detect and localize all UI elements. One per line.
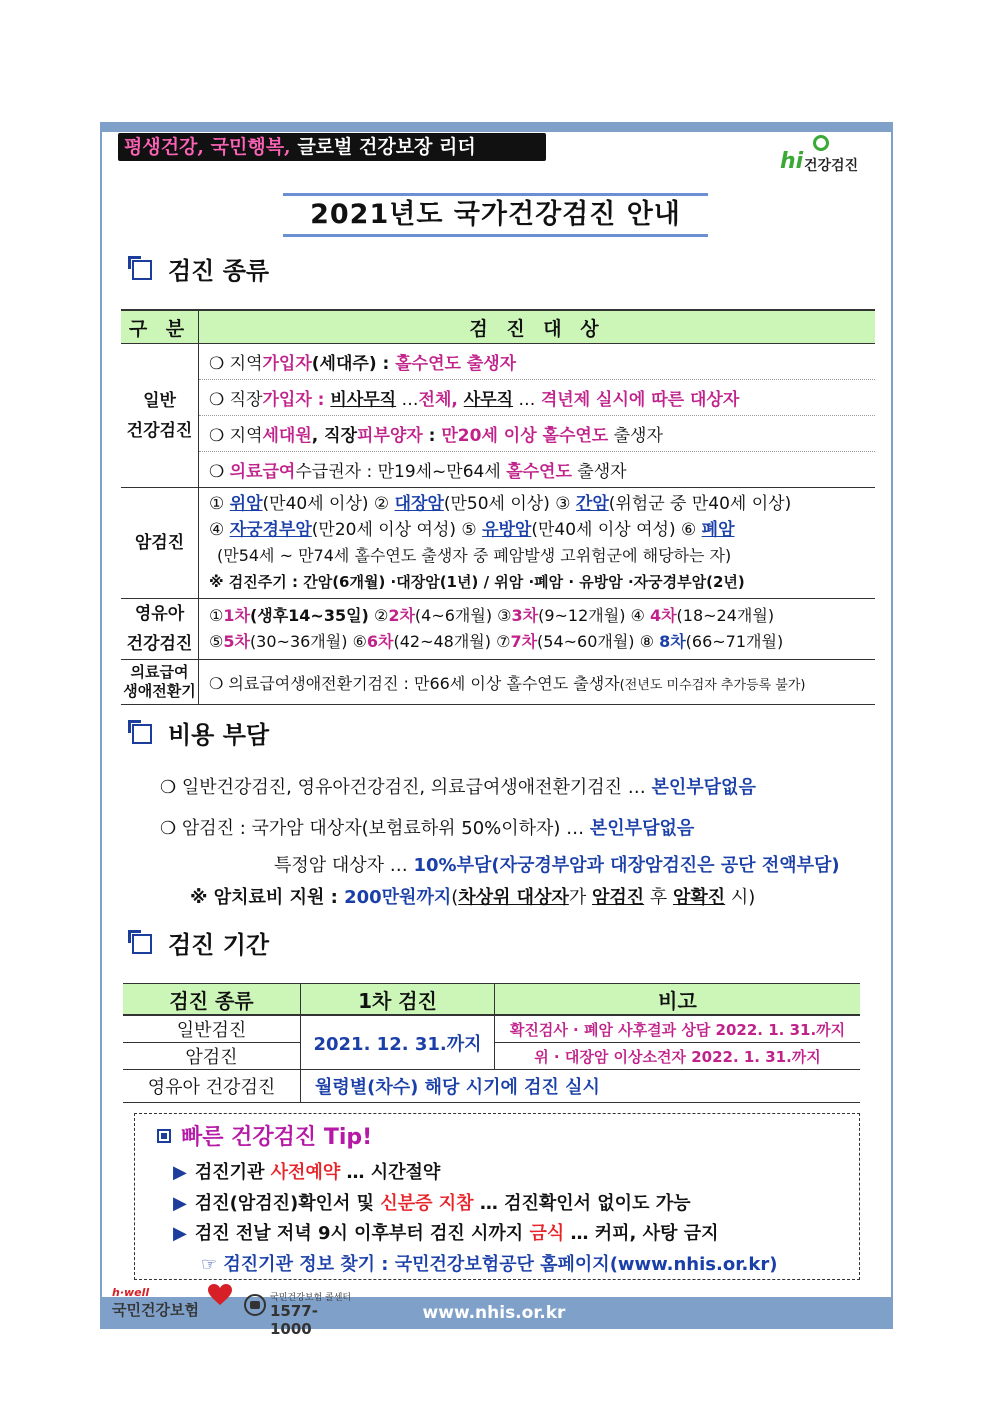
- section-box-icon: [132, 934, 152, 954]
- slogan-part2: 글로벌 건강보장 리더: [297, 136, 476, 158]
- text: 4차: [649, 606, 677, 625]
- section-box-icon: [132, 724, 152, 744]
- cancer-line-1: [209, 491, 865, 517]
- cancer-cycle-note: ※ 검진주기 : 간암(6개월) ·대장암(1년) / 위암 ·폐암 · 유방암 ·자궁경부암(2년): [209, 573, 745, 591]
- medaid-details: [199, 660, 876, 705]
- slogan-banner: [118, 133, 546, 161]
- text: ※ 암치료비 지원 :: [190, 887, 345, 908]
- text: , 직장: [311, 426, 358, 446]
- text: ❍: [209, 462, 230, 482]
- text: 의료급여: [229, 462, 296, 482]
- text: 만20세 이상 홀수연도: [441, 426, 609, 446]
- text: 본인부담없음: [651, 777, 756, 798]
- header-category: 구 분: [121, 310, 199, 344]
- general-row-3: [199, 416, 876, 452]
- website-link[interactable]: www.nhis.or.kr: [422, 1303, 566, 1323]
- triangle-bullet-icon: ▶: [173, 1193, 187, 1214]
- text: …: [396, 390, 419, 410]
- category-label: 영유아: [134, 604, 185, 624]
- category-infant: [121, 599, 199, 660]
- section-box-icon: [132, 260, 152, 280]
- logo-hi: hi: [780, 149, 804, 174]
- text: (30~36개월) ⑥: [249, 632, 367, 651]
- text: ❍ 지역: [209, 354, 263, 374]
- text: ②: [368, 606, 389, 625]
- text: (54~60개월) ⑧: [537, 632, 660, 651]
- text: (만40세 이상) ②: [262, 494, 395, 514]
- cancer-line-3: (만54세 ~ 만74세 홀수연도 출생자 중 폐암발생 고위험군에 해당하는 자): [217, 546, 732, 565]
- text: ❍ 암검진 : 국가암 대상자(보험료하위 50%이하자) …: [160, 818, 590, 839]
- text: 신분증 지참: [380, 1193, 474, 1214]
- header-type: 검진 종류: [123, 984, 301, 1016]
- text: 금식: [529, 1223, 565, 1244]
- section-heading-period: [132, 930, 269, 960]
- category-general: [121, 344, 199, 488]
- text: 수급권자 : 만19세~만64세: [295, 462, 507, 482]
- text: 8차: [659, 632, 686, 651]
- text: ❍ 지역: [209, 426, 263, 446]
- text: :: [422, 426, 442, 446]
- tip-item-3: [173, 1219, 718, 1245]
- table-header-row: [123, 984, 860, 1016]
- text: 6차: [366, 632, 394, 651]
- cost-line-2: [160, 814, 694, 840]
- square-bullet-icon: [157, 1129, 171, 1143]
- header-note: 비고: [495, 984, 861, 1016]
- cell-deadline: 2021. 12. 31.까지: [301, 1015, 495, 1070]
- period-table: [123, 983, 860, 1103]
- category-label: 생애전환기: [123, 682, 196, 700]
- text: 홀수연도: [506, 462, 572, 482]
- tip-title-text: 빠른 건강검진 Tip!: [181, 1125, 373, 1150]
- text: … 시간절약: [340, 1162, 441, 1183]
- hi-checkup-logo: [780, 135, 870, 175]
- heart-icon: [208, 1284, 232, 1306]
- text: 2차: [388, 606, 415, 625]
- text: 200만원까지: [344, 887, 452, 908]
- tip-box: [134, 1113, 860, 1280]
- text: 시): [725, 887, 756, 908]
- cancer-details: [199, 488, 876, 599]
- text: 7차: [510, 632, 538, 651]
- table-row: [123, 1070, 860, 1103]
- nhis-logo: [112, 1286, 220, 1322]
- text: (4~6개월) ③: [414, 606, 512, 625]
- cell-type: 일반검진: [123, 1015, 301, 1043]
- section-title: 검진 종류: [168, 257, 270, 285]
- category-cancer: 암검진: [121, 488, 199, 599]
- text: (세대주) :: [311, 354, 396, 374]
- cancer-line-2: [209, 517, 865, 543]
- text: 피부양자: [357, 426, 423, 446]
- category-medaid: [121, 660, 199, 705]
- text: 후: [644, 887, 673, 908]
- text: (9~12개월) ④: [538, 606, 650, 625]
- cell-type: 암검진: [123, 1043, 301, 1070]
- cell-infant-period: 월령별(차수) 해당 시기에 검진 실시: [301, 1070, 861, 1103]
- table-row: [121, 488, 875, 599]
- text: ❍ 일반건강검진, 영유아건강검진, 의료급여생애전환기검진 …: [160, 777, 652, 798]
- tip-item-2: [173, 1189, 691, 1215]
- text: (만50세 이상) ③: [443, 494, 576, 514]
- checkup-types-table: [121, 309, 875, 705]
- tip-website-link[interactable]: ☞ 검진기관 정보 찾기 : 국민건강보험공단 홈페이지(www.nhis.or.kr): [201, 1254, 778, 1275]
- text: ④: [209, 520, 230, 540]
- text: 5차: [223, 632, 250, 651]
- text: ①: [209, 606, 224, 625]
- table-row: [121, 416, 875, 452]
- text: 홀수연도 출생자: [395, 354, 517, 374]
- section-heading-cost: [132, 720, 269, 750]
- triangle-bullet-icon: ▶: [173, 1162, 187, 1183]
- section-heading-types: [132, 256, 269, 286]
- category-label: 건강검진: [126, 634, 193, 654]
- call-label: 국민건강보험 콜센터: [270, 1293, 352, 1303]
- text: 대장암: [394, 494, 444, 514]
- tip-title: [157, 1120, 372, 1151]
- text: (만40세 이상 여성) ⑥: [531, 520, 702, 540]
- text: (전년도 미수검자 추가등록 불가): [619, 677, 806, 693]
- call-center: [244, 1288, 354, 1338]
- cell-note: 위 · 대장암 이상소견자 2022. 1. 31.까지: [495, 1043, 861, 1070]
- table-row: [123, 1015, 860, 1043]
- category-label: 일반: [143, 390, 176, 411]
- text: (만20세 이상 여성) ⑤: [311, 520, 483, 540]
- text: ❍ 의료급여생애전환기검진 : 만66세 이상 홀수연도 출생자: [209, 673, 620, 693]
- text: 출생자: [571, 462, 627, 482]
- text: ①: [209, 494, 230, 514]
- text: 전체,: [418, 390, 464, 410]
- text: 비사무직: [330, 390, 397, 410]
- text: 검진(암검진)확인서 및: [194, 1193, 381, 1214]
- text: …: [513, 390, 541, 410]
- general-row-1: [199, 344, 876, 380]
- category-label: 의료급여: [130, 663, 189, 681]
- brand-top: h·well: [112, 1286, 150, 1299]
- logo-text: 건강검진: [804, 158, 859, 174]
- text: 검진기관: [194, 1162, 271, 1183]
- infant-line-2: [209, 629, 865, 655]
- header-target: 검 진 대 상: [199, 310, 876, 344]
- call-number: 1577-1000: [270, 1302, 318, 1338]
- cost-line-3: [274, 851, 840, 877]
- text: 가입자: [262, 354, 312, 374]
- table-header-row: [121, 310, 875, 344]
- table-row: [121, 344, 875, 380]
- text: 격년제 실시에 따른 대상자: [540, 390, 740, 410]
- general-row-4: [199, 452, 876, 488]
- text: 특정암 대상자 …: [274, 855, 414, 876]
- text: (18~24개월): [676, 606, 775, 625]
- header-first: 1차 검진: [301, 984, 495, 1016]
- text: … 검진확인서 없이도 가능: [473, 1193, 691, 1214]
- tip-item-1: [173, 1158, 440, 1184]
- text: ❍ 직장: [209, 390, 263, 410]
- table-row: [121, 660, 875, 705]
- cost-line-4: [190, 883, 755, 909]
- text: … 커피, 사탕 금지: [564, 1223, 719, 1244]
- table-row: [121, 380, 875, 416]
- text: 3차: [511, 606, 539, 625]
- text: (: [451, 887, 459, 908]
- text: 암확진: [673, 887, 726, 908]
- logo-circle-icon: [813, 135, 829, 151]
- text: 출생자: [608, 426, 663, 446]
- section-title: 비용 부담: [168, 721, 270, 749]
- text: 검진 전날 저녁 9시 이후부터 검진 시까지: [194, 1223, 530, 1244]
- text: 사전예약: [270, 1162, 341, 1183]
- table-row: [121, 452, 875, 488]
- text: 1차: [223, 606, 250, 625]
- text: 암검진: [591, 887, 645, 908]
- text: (66~71개월): [685, 632, 784, 651]
- text: 가: [568, 887, 592, 908]
- text: ⑤: [209, 632, 224, 651]
- text: (생후14~35일): [249, 606, 369, 625]
- text: 자궁경부암: [229, 520, 312, 540]
- cell-type: 영유아 건강검진: [123, 1070, 301, 1103]
- text: 본인부담없음: [589, 818, 695, 839]
- text: 10%부담(자궁경부암과 대장암검진은 공단 전액부담): [413, 855, 840, 876]
- cell-note: 확진검사 · 폐암 사후결과 상담 2022. 1. 31.까지: [495, 1015, 861, 1043]
- text: 간암: [575, 494, 609, 514]
- text: 차상위 대상자: [458, 887, 569, 908]
- text: 세대원: [262, 426, 312, 446]
- text: (42~48개월) ⑦: [393, 632, 511, 651]
- triangle-bullet-icon: ▶: [173, 1223, 187, 1244]
- text: 위암: [229, 494, 263, 514]
- text: 가입자 :: [262, 390, 331, 410]
- page-title: 2021년도 국가건강검진 안내: [283, 193, 708, 237]
- general-row-2: [199, 380, 876, 416]
- phone-icon: [244, 1294, 266, 1316]
- cost-line-1: [160, 773, 756, 799]
- table-row: [121, 599, 875, 660]
- brand-name: 국민건강보험: [112, 1301, 199, 1319]
- text: 유방암: [482, 520, 532, 540]
- slogan-part1: 평생건강, 국민행복,: [124, 136, 291, 158]
- infant-line-1: [209, 603, 865, 629]
- category-label: 건강검진: [126, 420, 193, 441]
- text: 사무직: [463, 390, 514, 410]
- infant-details: [199, 599, 876, 660]
- section-title: 검진 기간: [168, 931, 270, 959]
- text: (위험군 중 만40세 이상): [608, 494, 792, 514]
- text: 폐암: [701, 520, 735, 540]
